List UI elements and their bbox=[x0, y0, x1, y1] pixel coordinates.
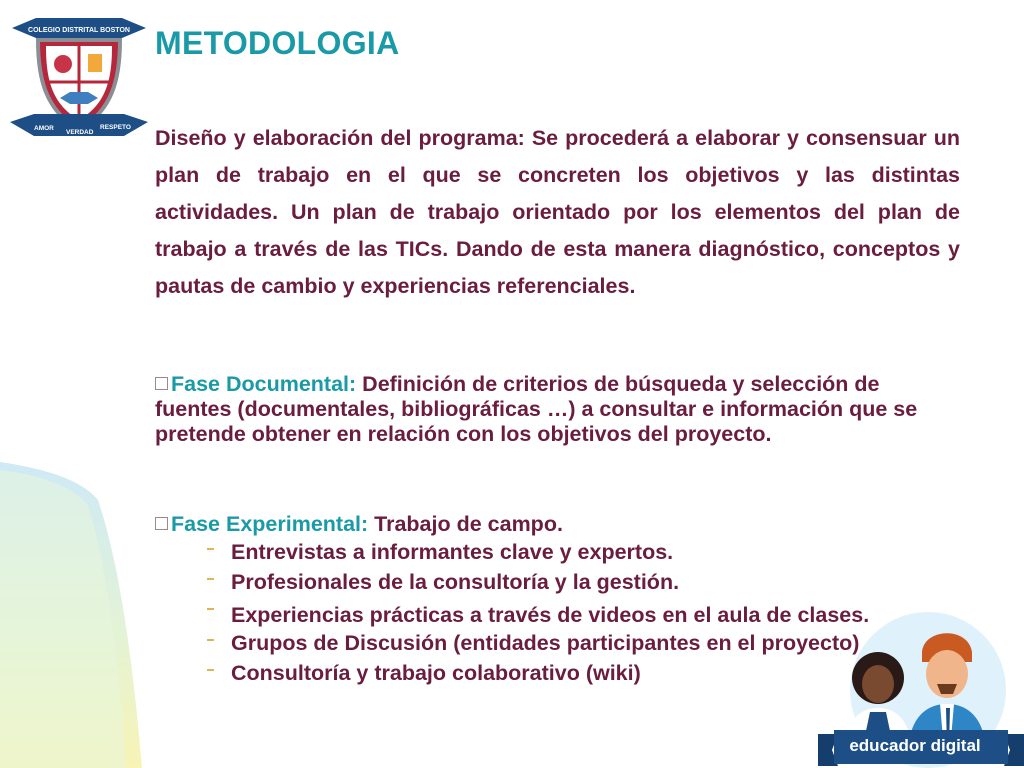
badge-label: educador digital bbox=[849, 736, 981, 755]
dash-bullet-icon bbox=[207, 669, 214, 671]
list-item-text: Entrevistas a informantes clave y expertos. bbox=[231, 540, 674, 564]
school-crest-logo bbox=[8, 10, 150, 146]
phase-experimental bbox=[155, 512, 960, 537]
phase-documental-label: Fase Documental: bbox=[171, 372, 357, 396]
list-item-text: Consultoría y trabajo colaborativo (wiki) bbox=[231, 661, 641, 685]
logo-word-amor: AMOR bbox=[34, 125, 54, 132]
dash-bullet-icon bbox=[207, 639, 214, 641]
slide-title: METODOLOGIA bbox=[155, 25, 400, 61]
dash-bullet-icon bbox=[207, 548, 214, 550]
dash-bullet-icon bbox=[207, 608, 214, 610]
dash-bullet-icon bbox=[207, 578, 214, 580]
logo-top-banner: COLEGIO DISTRITAL BOSTON bbox=[28, 27, 130, 34]
intro-paragraph: Diseño y elaboración del programa: Se procederá a elaborar y consensuar un plan de trabajo en el que se concreten los objetivos y las distintas actividades. Un plan de trabajo orientado por los elementos del plan de trabajo a través de las TICs. Dando de esta manera diagnóstico, conceptos y pautas de cambio y experiencias referenciales. bbox=[155, 126, 960, 298]
list-item-text: Grupos de Discusión (entidades participantes en el proyecto) bbox=[231, 631, 860, 655]
phase-experimental-label: Fase Experimental: bbox=[171, 512, 369, 536]
list-item bbox=[205, 661, 905, 686]
list-item bbox=[205, 600, 905, 630]
phase-experimental-text: Trabajo de campo. bbox=[368, 512, 563, 536]
list-item bbox=[205, 570, 905, 595]
checkbox-bullet-icon bbox=[155, 517, 168, 530]
logo-word-verdad: VERDAD bbox=[66, 129, 94, 136]
logo-word-respeto: RESPETO bbox=[100, 124, 131, 131]
list-item bbox=[205, 631, 905, 655]
phase-documental-text: Definición de criterios de búsqueda y selección de fuentes (documentales, bibliográficas …) a consultar e información que se pretende obtener en relación con los objetivos del proyecto. bbox=[155, 372, 918, 446]
list-item bbox=[205, 540, 905, 565]
list-item-text: Experiencias prácticas a través de videos en el aula de clases. bbox=[231, 603, 870, 627]
phase-documental bbox=[155, 372, 960, 447]
experimental-activities-list bbox=[205, 540, 905, 686]
list-item-text: Profesionales de la consultoría y la gestión. bbox=[231, 570, 680, 594]
checkbox-bullet-icon bbox=[155, 377, 168, 390]
